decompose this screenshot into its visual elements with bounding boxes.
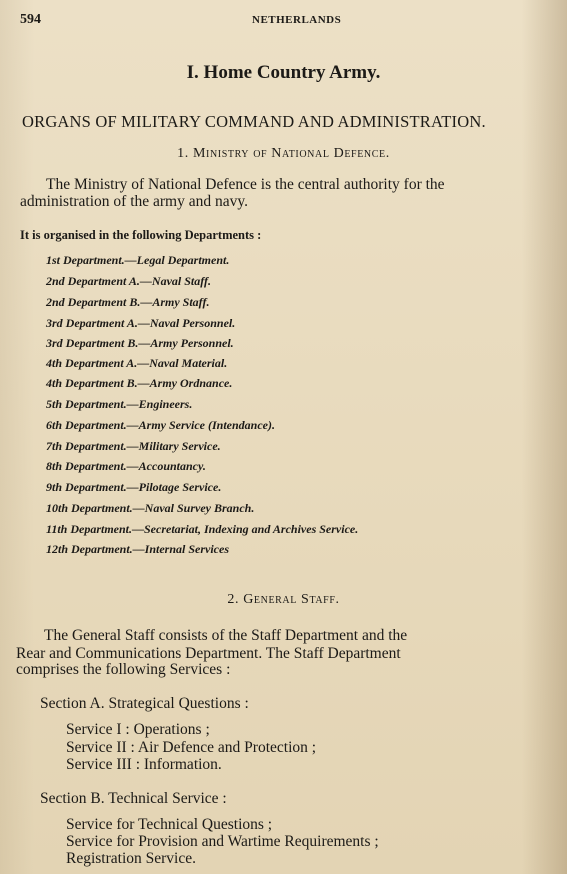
- department-item: 5th Department.—Engineers.: [46, 397, 193, 411]
- department-item: 10th Department.—Naval Survey Branch.: [46, 501, 255, 515]
- department-item: 12th Department.—Internal Services: [46, 542, 230, 556]
- general-staff-paragraph-line: Rear and Communications Department. The Staff Department: [16, 645, 401, 662]
- general-staff-subheading: 2. General Staff.: [227, 592, 340, 607]
- service-item: Service I : Operations ;: [66, 721, 210, 738]
- department-item: 7th Department.—Military Service.: [46, 439, 221, 453]
- ministry-subheading: 1. Ministry of National Defence.: [177, 146, 390, 161]
- department-item: 2nd Department A.—Naval Staff.: [46, 274, 212, 288]
- page-number: 594: [20, 12, 41, 27]
- service-item: Service for Provision and Wartime Requirements ;: [66, 833, 379, 850]
- department-item: 8th Department.—Accountancy.: [46, 459, 206, 473]
- department-item: 11th Department.—Secretariat, Indexing and Archives Service.: [46, 522, 359, 536]
- department-item: 1st Department.—Legal Department.: [46, 253, 230, 267]
- general-staff-paragraph-line: comprises the following Services :: [16, 661, 231, 678]
- chapter-title: I. Home Country Army.: [186, 62, 381, 83]
- service-item: Service III : Information.: [66, 756, 222, 773]
- service-item: Registration Service.: [66, 850, 196, 867]
- department-item: 3rd Department A.—Naval Personnel.: [46, 316, 236, 330]
- department-item: 4th Department B.—Army Ordnance.: [46, 376, 233, 390]
- department-item: 9th Department.—Pilotage Service.: [46, 480, 222, 494]
- general-staff-paragraph-line: The General Staff consists of the Staff Department and the: [44, 627, 408, 644]
- section-heading: ORGANS OF MILITARY COMMAND AND ADMINISTRATION.: [22, 112, 486, 131]
- departments-intro: It is organised in the following Departments :: [20, 228, 262, 242]
- running-title: NETHERLANDS: [252, 14, 342, 26]
- ministry-paragraph-line: The Ministry of National Defence is the central authority for the: [46, 176, 445, 193]
- ministry-paragraph-line: administration of the army and navy.: [20, 193, 248, 210]
- section-a-label: Section A. Strategical Questions :: [40, 695, 249, 712]
- department-item: 2nd Department B.—Army Staff.: [46, 295, 210, 309]
- department-item: 6th Department.—Army Service (Intendance).: [46, 418, 275, 432]
- section-b-label: Section B. Technical Service :: [40, 790, 227, 807]
- department-item: 4th Department A.—Naval Material.: [46, 356, 228, 370]
- service-item: Service for Technical Questions ;: [66, 816, 273, 833]
- service-item: Service II : Air Defence and Protection ;: [66, 739, 317, 756]
- department-item: 3rd Department B.—Army Personnel.: [46, 336, 234, 350]
